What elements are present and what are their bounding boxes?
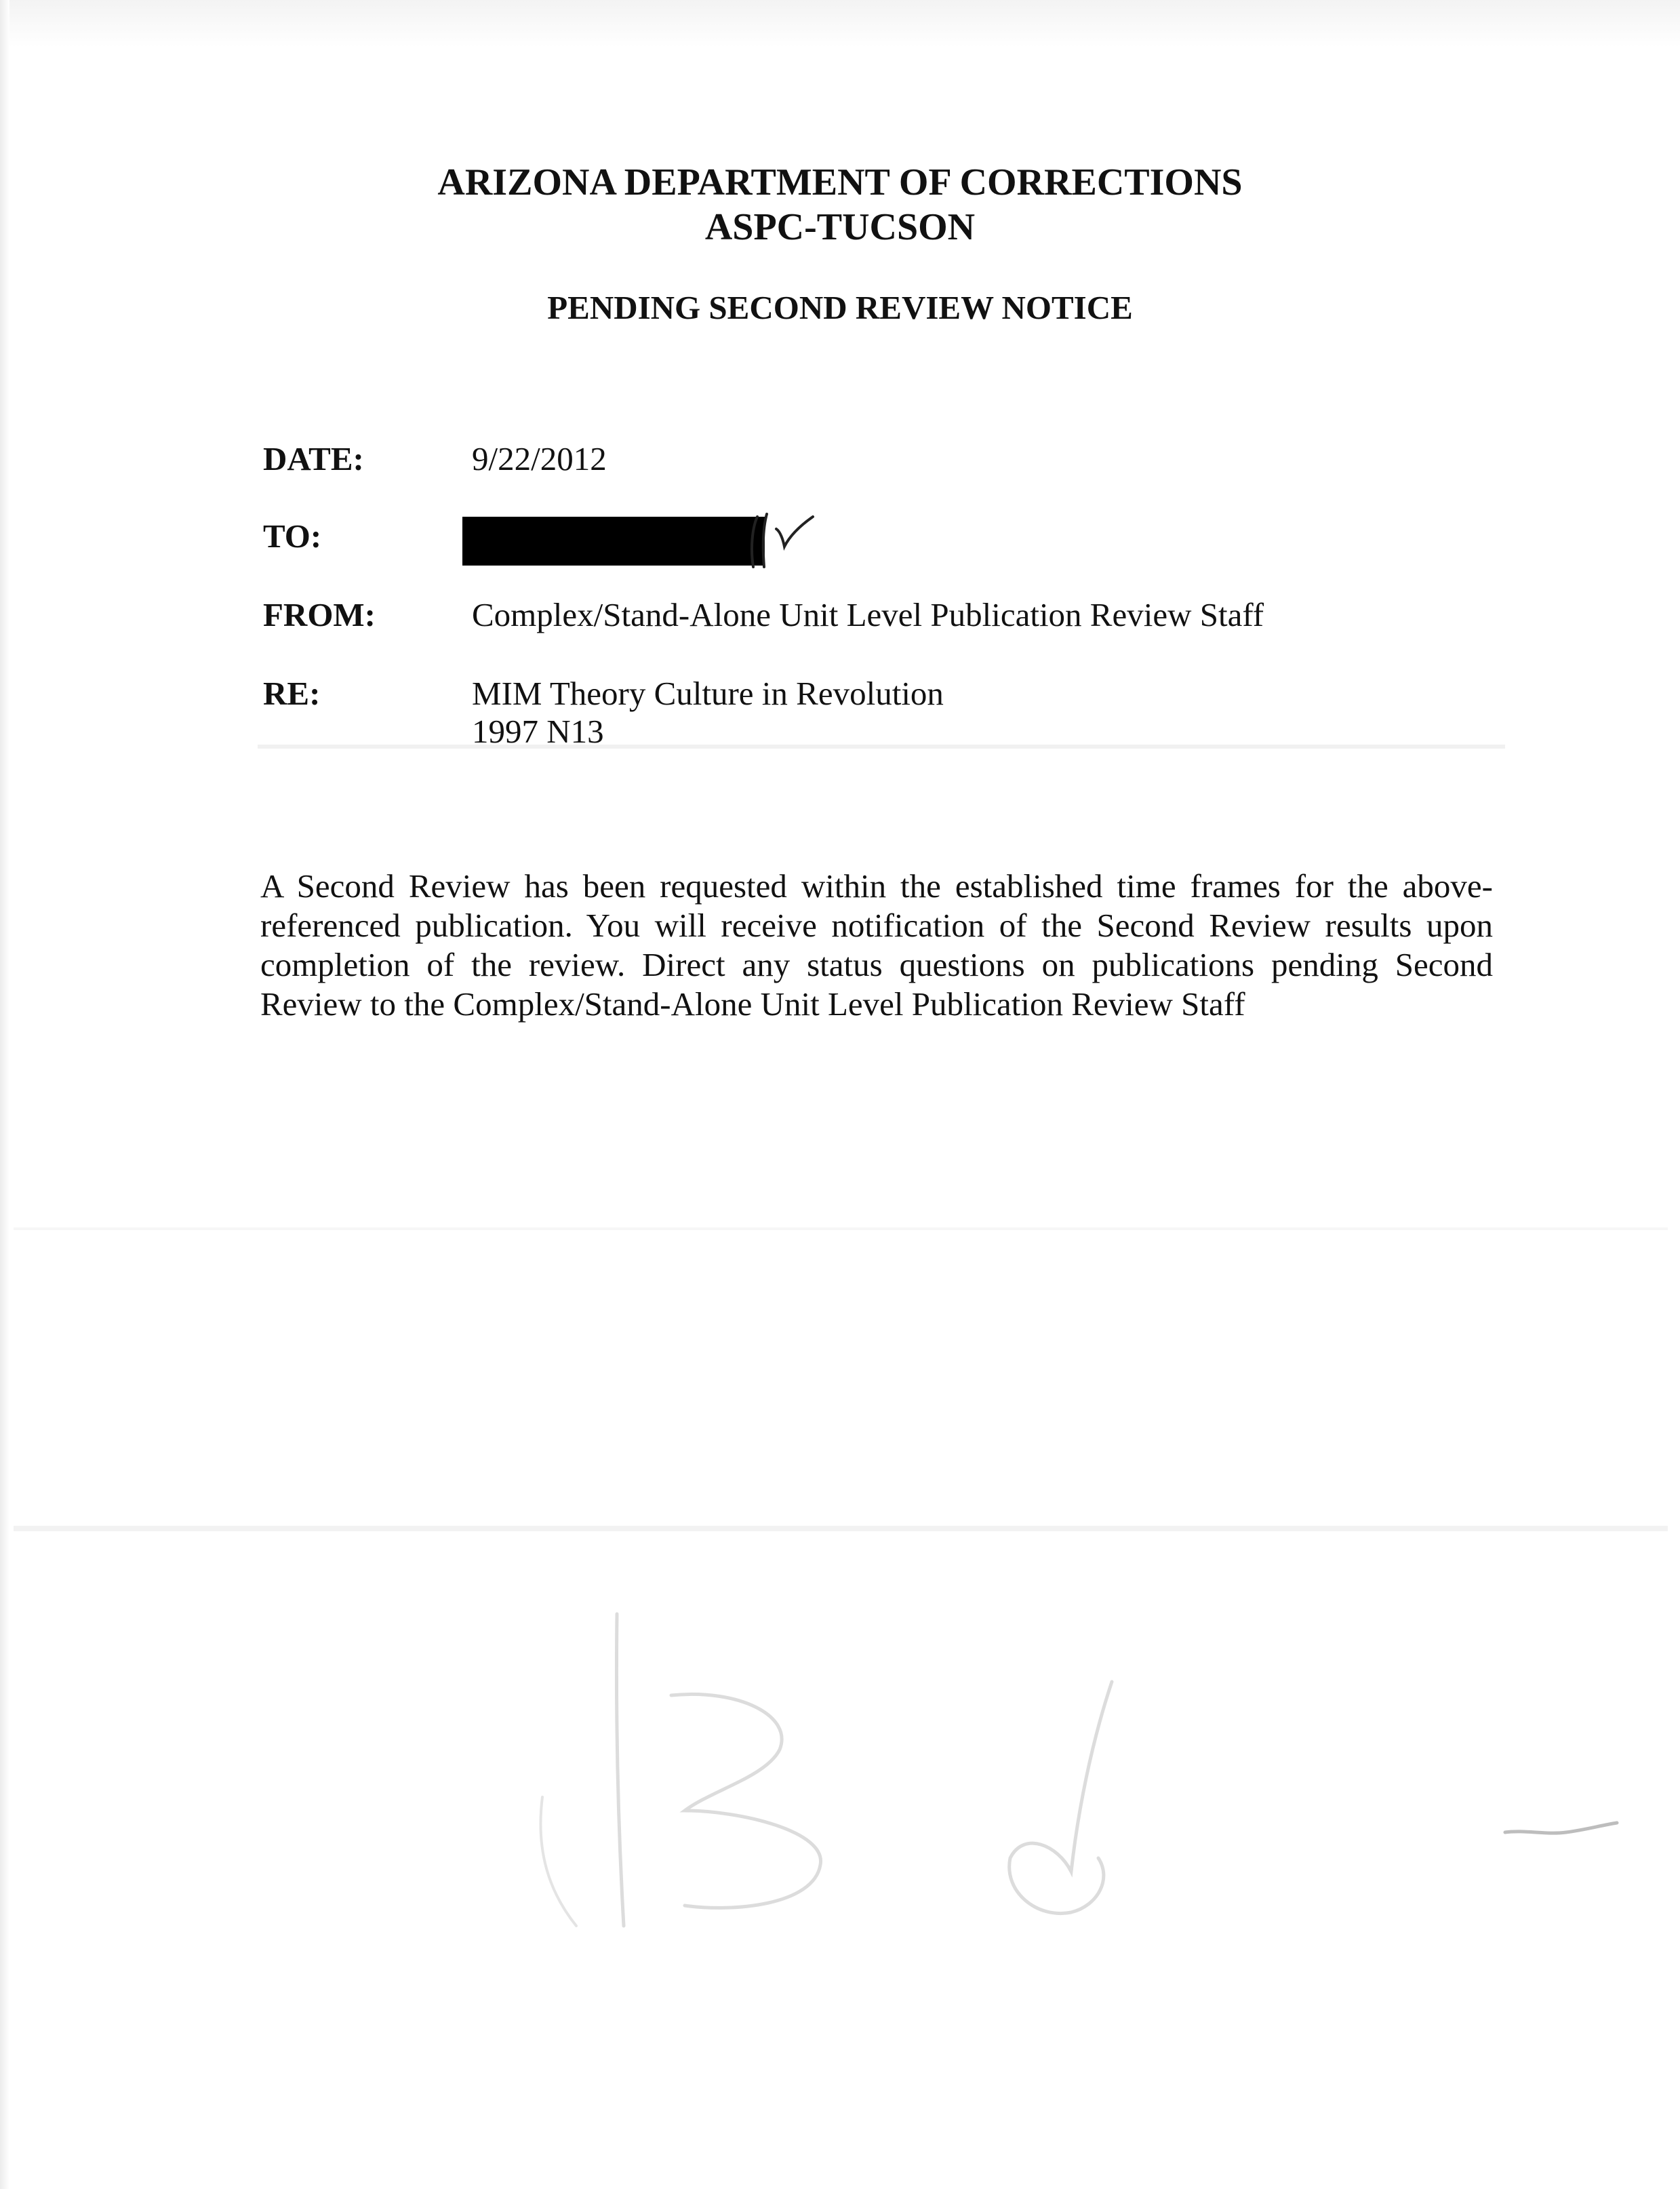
scan-artifact-line (14, 1526, 1668, 1531)
notice-title: PENDING SECOND REVIEW NOTICE (547, 289, 1133, 326)
scan-artifact-line (14, 1227, 1668, 1230)
to-label: TO: (263, 517, 322, 555)
from-value: Complex/Stand-Alone Unit Level Publication Review Staff (472, 596, 1264, 633)
scan-edge-left (0, 0, 9, 2189)
scan-artifact-line (258, 745, 1505, 749)
notice-paragraph: A Second Review has been requested within the established time frames for the above-referenced publication. You will receive notification of the Second Review results upon completion of the review. Direct any status questions on publications pending Second Review to the Complex/Stand-Alone Unit Level Publication Review Staff (260, 867, 1493, 1023)
date-value: 9/22/2012 (472, 440, 607, 477)
scan-smudge-icon (1498, 1817, 1620, 1845)
from-label: FROM: (263, 596, 376, 633)
redaction-bar (462, 517, 765, 566)
date-label: DATE: (263, 440, 364, 477)
re-value-line2: 1997 N13 (472, 713, 604, 750)
agency-heading: ARIZONA DEPARTMENT OF CORRECTIONS (437, 161, 1243, 203)
faint-handwritten-initials-icon (536, 1587, 1227, 1967)
facility-heading: ASPC-TUCSON (704, 206, 976, 248)
re-value-line1: MIM Theory Culture in Revolution (472, 675, 944, 712)
scan-edge-top (0, 0, 1680, 47)
handwritten-mark-icon (742, 502, 817, 570)
re-label: RE: (263, 675, 321, 712)
